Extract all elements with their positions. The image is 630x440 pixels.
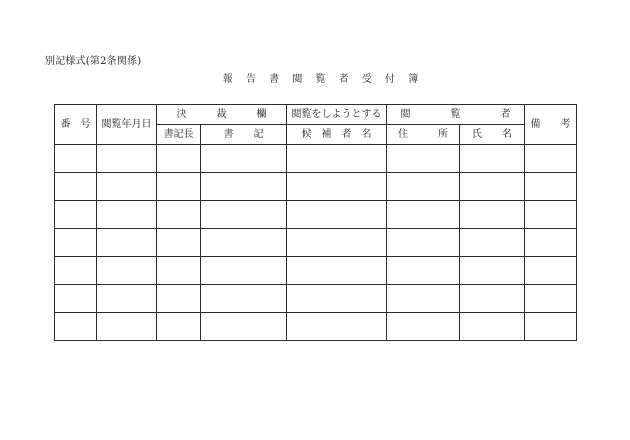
cell-number: [55, 173, 97, 201]
cell-candidate-name: [287, 145, 387, 173]
cell-clerk: [201, 201, 287, 229]
header-name: 氏 名: [460, 125, 525, 145]
cell-view-date: [97, 201, 157, 229]
cell-address: [387, 145, 460, 173]
cell-section-chief: [157, 257, 201, 285]
cell-view-date: [97, 173, 157, 201]
cell-clerk: [201, 313, 287, 341]
cell-view-date: [97, 285, 157, 313]
cell-address: [387, 201, 460, 229]
cell-address: [387, 229, 460, 257]
cell-remarks: [525, 257, 577, 285]
header-section-chief: 書記長: [157, 125, 201, 145]
header-number: 番 号: [55, 105, 97, 145]
cell-clerk: [201, 229, 287, 257]
table-row: [55, 173, 577, 201]
table-row: [55, 257, 577, 285]
table-row: [55, 229, 577, 257]
cell-clerk: [201, 145, 287, 173]
cell-section-chief: [157, 229, 201, 257]
cell-number: [55, 201, 97, 229]
table-row: [55, 285, 577, 313]
cell-remarks: [525, 173, 577, 201]
cell-address: [387, 285, 460, 313]
cell-name: [460, 257, 525, 285]
cell-address: [387, 257, 460, 285]
cell-number: [55, 285, 97, 313]
cell-clerk: [201, 257, 287, 285]
cell-name: [460, 173, 525, 201]
header-candidate-group: 閲覧をしようとする: [287, 105, 387, 125]
cell-section-chief: [157, 145, 201, 173]
cell-section-chief: [157, 201, 201, 229]
cell-section-chief: [157, 173, 201, 201]
cell-section-chief: [157, 285, 201, 313]
cell-remarks: [525, 229, 577, 257]
cell-candidate-name: [287, 313, 387, 341]
header-remarks: 備 考: [525, 105, 577, 145]
cell-address: [387, 173, 460, 201]
cell-view-date: [97, 257, 157, 285]
cell-candidate-name: [287, 257, 387, 285]
cell-number: [55, 257, 97, 285]
header-view-date: 閲覧年月日: [97, 105, 157, 145]
header-address: 住 所: [387, 125, 460, 145]
form-label: 別記様式(第2条関係): [45, 56, 142, 67]
cell-number: [55, 145, 97, 173]
cell-view-date: [97, 313, 157, 341]
table-body: [55, 145, 577, 341]
cell-number: [55, 313, 97, 341]
cell-address: [387, 313, 460, 341]
cell-clerk: [201, 173, 287, 201]
cell-clerk: [201, 285, 287, 313]
table-row: [55, 201, 577, 229]
cell-name: [460, 313, 525, 341]
header-clerk: 書 記: [201, 125, 287, 145]
table-row: [55, 313, 577, 341]
cell-name: [460, 229, 525, 257]
cell-name: [460, 285, 525, 313]
cell-section-chief: [157, 313, 201, 341]
document-title: 報 告 書 閲 覧 者 受 付 簿: [222, 74, 424, 85]
table-header: [55, 105, 577, 145]
cell-remarks: [525, 285, 577, 313]
cell-candidate-name: [287, 201, 387, 229]
cell-candidate-name: [287, 229, 387, 257]
cell-name: [460, 201, 525, 229]
header-viewer-group: 閲 覧 者: [387, 105, 525, 125]
cell-remarks: [525, 201, 577, 229]
table-row: [55, 145, 577, 173]
cell-remarks: [525, 313, 577, 341]
cell-view-date: [97, 229, 157, 257]
register-table: [54, 104, 577, 341]
header-approval-group: 決 裁 欄: [157, 105, 287, 125]
cell-view-date: [97, 145, 157, 173]
cell-number: [55, 229, 97, 257]
cell-name: [460, 145, 525, 173]
cell-candidate-name: [287, 173, 387, 201]
cell-candidate-name: [287, 285, 387, 313]
header-candidate-name: 候 補 者 名: [287, 125, 387, 145]
cell-remarks: [525, 145, 577, 173]
